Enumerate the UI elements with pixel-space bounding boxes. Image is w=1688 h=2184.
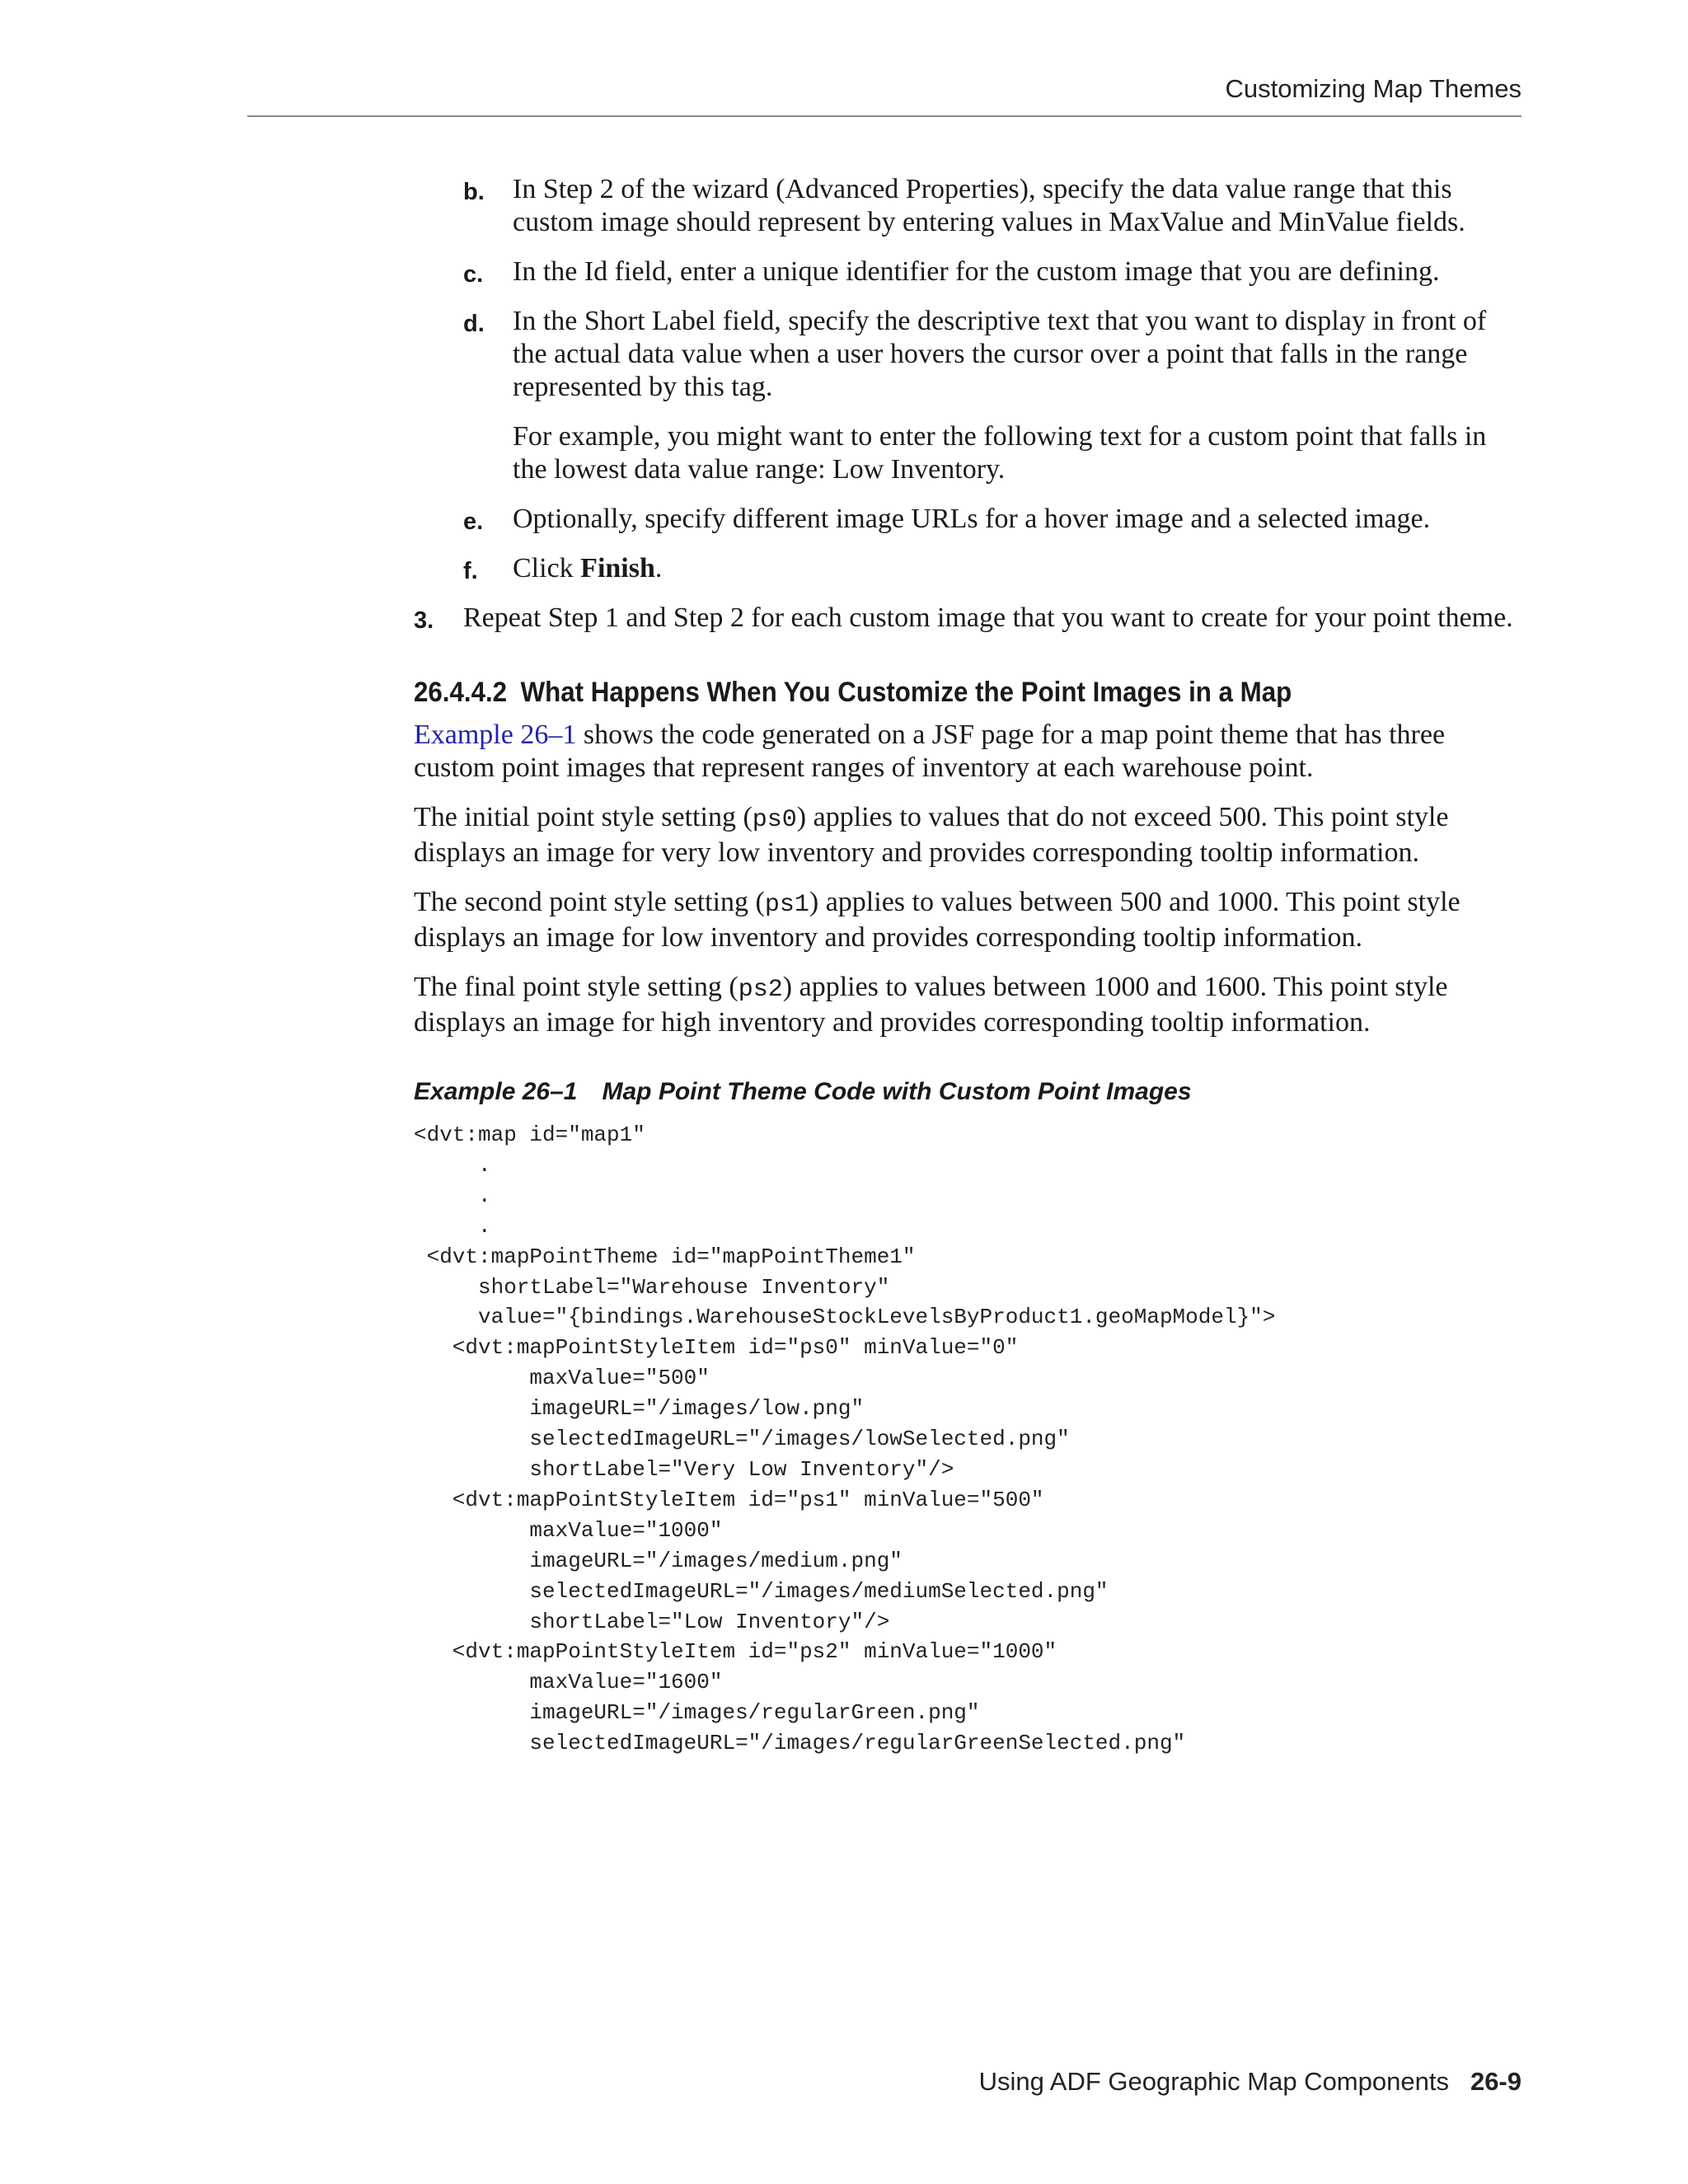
paragraph-text: ) applies to values between 500 and 1000. This point style displays an image for low inventory and provides corresponding tooltip information. bbox=[414, 887, 1461, 953]
example-link[interactable]: Example 26–1 bbox=[414, 719, 577, 750]
intro-paragraph-text: shows the code generated on a JSF page for a map point theme that has three custom point images that represent ranges of inventory at each warehouse point. bbox=[414, 719, 1446, 783]
sub-step-list bbox=[463, 173, 1522, 585]
paragraph-text: ) applies to values between 1000 and 1600. This point style displays an image for high inventory and provides corresponding tooltip information. bbox=[414, 972, 1448, 1038]
page-content bbox=[414, 173, 1522, 1759]
page-footer bbox=[979, 2067, 1522, 2097]
example-title: Map Point Theme Code with Custom Point Images bbox=[602, 1078, 1192, 1105]
sub-step-marker: e. bbox=[463, 509, 484, 535]
sub-step-text-after: . bbox=[654, 553, 663, 583]
inline-code: ps2 bbox=[738, 976, 783, 1004]
step-text: Repeat Step 1 and Step 2 for each custom image that you want to create for your point theme. bbox=[463, 602, 1513, 633]
sub-step-marker: b. bbox=[463, 179, 485, 205]
inline-code: ps1 bbox=[764, 891, 809, 919]
running-header: Customizing Map Themes bbox=[1225, 74, 1522, 103]
section-heading bbox=[414, 676, 1432, 709]
section-number: 26.4.4.2 bbox=[414, 677, 508, 708]
example-caption bbox=[414, 1076, 1522, 1108]
sub-step-example-text: For example, you might want to enter the following text for a custom point that falls in the lowest data value range: Low Inventory. bbox=[513, 421, 1487, 485]
paragraph-text: The initial point style setting ( bbox=[414, 802, 753, 832]
sub-step-d bbox=[463, 305, 1522, 486]
inline-code: ps0 bbox=[752, 806, 797, 834]
sub-step-text: In Step 2 of the wizard (Advanced Properties), specify the data value range that this custom image should represent by entering values in MaxValue and MinValue fields. bbox=[513, 174, 1465, 237]
ps1-paragraph bbox=[414, 886, 1522, 954]
ps0-paragraph bbox=[414, 801, 1522, 869]
paragraph-text: The final point style setting ( bbox=[414, 972, 738, 1002]
sub-step-e bbox=[463, 503, 1522, 536]
sub-step-text bbox=[513, 552, 1522, 585]
code-example: <dvt:map id="map1" . . . <dvt:mapPointTheme id="mapPointTheme1" shortLabel="Warehouse Inventory" value="{bindings.WarehouseStockLevelsByProduct1.geoMapModel}"> <dvt:mapPointStyleItem id="ps0" minValue="0" maxValue="500" imageURL="/images/low.png" selectedImageURL="/images/lowSelected.png" shortLabel="Very Low Inventory"/> <dvt:mapPointStyleItem id="ps1" minValue="500" maxValue="1000" imageURL="/images/medium.png" selectedImageURL="/images/mediumSelected.png" shortLabel="Low Inventory"/> <dvt:mapPointStyleItem id="ps2" minValue="1000" maxValue="1600" imageURL="/images/regularGreen.png" selectedImageURL="/images/regularGreenSelected.png" bbox=[414, 1122, 1276, 1756]
step-number: 3. bbox=[414, 607, 434, 634]
paragraph-text: ) applies to values that do not exceed 500. This point style displays an image for very low inventory and provides corresponding tooltip information. bbox=[414, 802, 1449, 868]
page-number: 26-9 bbox=[1470, 2067, 1522, 2096]
sub-step-text-before: Click bbox=[513, 553, 581, 583]
ps2-paragraph bbox=[414, 971, 1522, 1039]
sub-step-text: In the Id field, enter a unique identifier for the custom image that you are defining. bbox=[513, 256, 1440, 287]
step-3 bbox=[414, 602, 1522, 635]
sub-step-text: In the Short Label field, specify the descriptive text that you want to display in front of the actual data value when a user hovers the cursor over a point that falls in the range represented by this tag. bbox=[513, 306, 1487, 402]
example-label: Example 26–1 bbox=[414, 1078, 578, 1105]
sub-step-marker: c. bbox=[463, 261, 484, 288]
section-body bbox=[414, 719, 1522, 1759]
sub-step-b bbox=[463, 173, 1522, 239]
sub-step-c bbox=[463, 255, 1522, 288]
sub-step-marker: d. bbox=[463, 311, 485, 337]
paragraph-text: The second point style setting ( bbox=[414, 887, 765, 917]
footer-book-title: Using ADF Geographic Map Components bbox=[978, 2067, 1449, 2096]
header-divider bbox=[247, 115, 1522, 117]
section-title: What Happens When You Customize the Point Images in a Map bbox=[520, 677, 1292, 708]
sub-step-marker: f. bbox=[463, 558, 478, 584]
finish-keyword: Finish bbox=[580, 553, 655, 583]
sub-step-text: Optionally, specify different image URLs for a hover image and a selected image. bbox=[513, 504, 1431, 534]
intro-paragraph bbox=[414, 719, 1522, 785]
sub-step-f bbox=[463, 552, 1522, 585]
